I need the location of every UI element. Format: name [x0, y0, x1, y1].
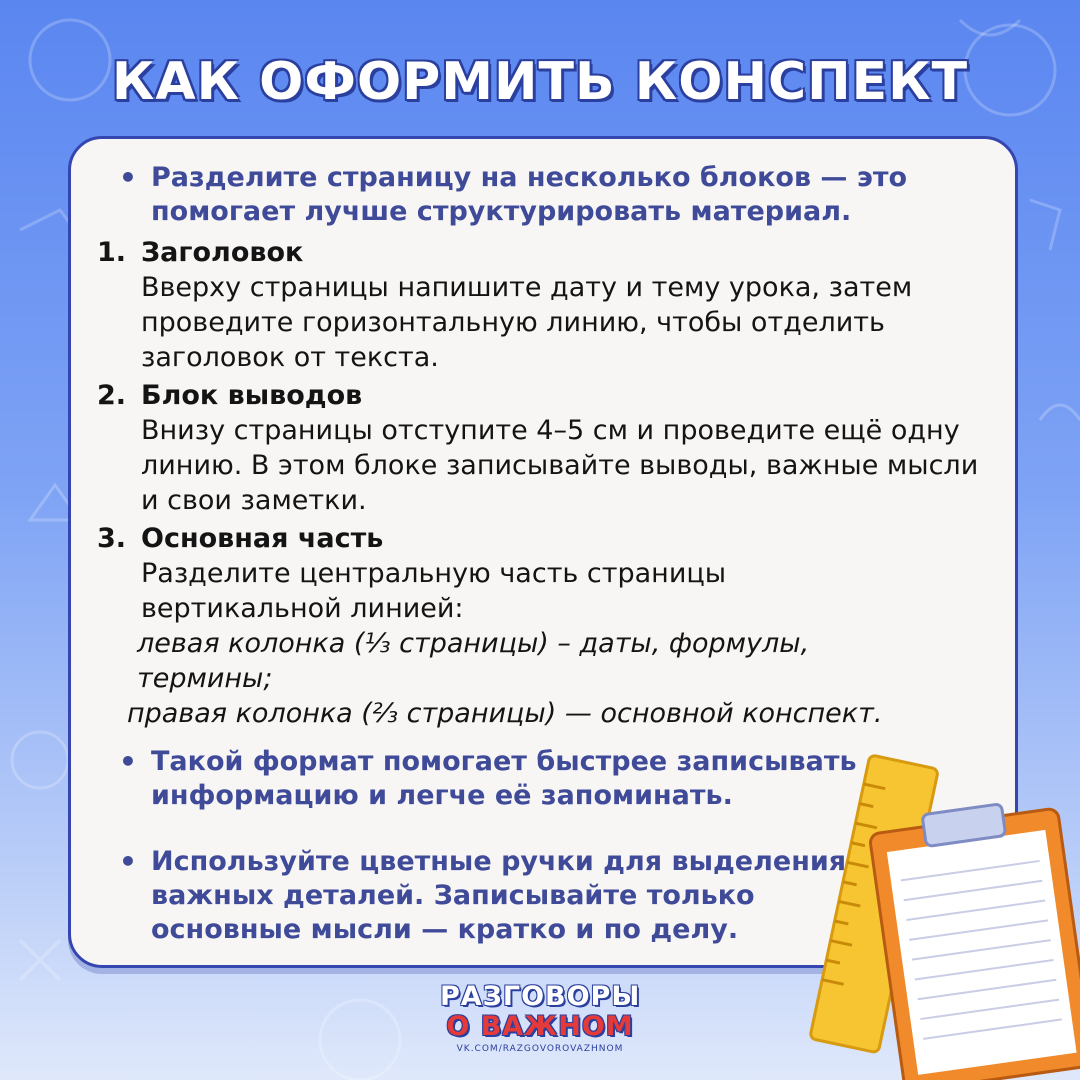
item-heading: Блок выводов [141, 380, 363, 411]
item-heading: Основная часть [141, 523, 384, 554]
list-item-header [97, 235, 997, 375]
item-body: Вверху страницы напишите дату и тему урока, затем проведите горизонтальную линию, чтобы отделить заголовок от текста. [141, 272, 913, 373]
list-item-conclusions [97, 378, 997, 518]
bullet-dot-icon: • [119, 745, 137, 778]
format-bullet [119, 745, 869, 813]
brand-logo [440, 982, 640, 1054]
format-bullet-text: Такой формат помогает быстрее записывать информацию и легче её запоминать. [151, 746, 857, 811]
left-column-note: левая колонка (⅓ страницы) – даты, формулы, термины; [137, 628, 810, 694]
clipboard-icon [868, 796, 1080, 1080]
logo-line-2: О ВАЖНОМ [446, 1011, 634, 1042]
logo-line-1: РАЗГОВОРЫ [440, 981, 641, 1012]
item-body: Разделите центральную часть страницы вертикальной линией: [141, 558, 727, 624]
right-column-note: правая колонка (⅔ страницы) — основной конспект. [127, 698, 883, 729]
item-number: 3. [97, 523, 127, 554]
item-body: Внизу страницы отступите 4–5 см и проведите ещё одну линию. В этом блоке записывайте выводы, важные мысли и свои заметки. [141, 415, 979, 516]
bullet-dot-icon: • [119, 845, 137, 878]
list-item-main-part [97, 521, 997, 731]
item-heading: Заголовок [141, 237, 304, 268]
item-number: 2. [97, 380, 127, 411]
intro-bullet [119, 161, 909, 229]
bullet-dot-icon: • [119, 161, 137, 194]
page-title: КАК ОФОРМИТЬ КОНСПЕКТ [111, 52, 969, 112]
item-number: 1. [97, 237, 127, 268]
pens-bullet [119, 845, 849, 947]
pens-bullet-text: Используйте цветные ручки для выделения важных деталей. Записывайте только основные мысли — кратко и по делу. [151, 846, 847, 945]
intro-bullet-text: Разделите страницу на несколько блоков — это помогает лучше структурировать материал. [151, 162, 908, 227]
logo-url: VK.COM/RAZGOVOROVAZHNOM [456, 1044, 624, 1054]
clipboard-ruler-illustration [800, 740, 1080, 1080]
